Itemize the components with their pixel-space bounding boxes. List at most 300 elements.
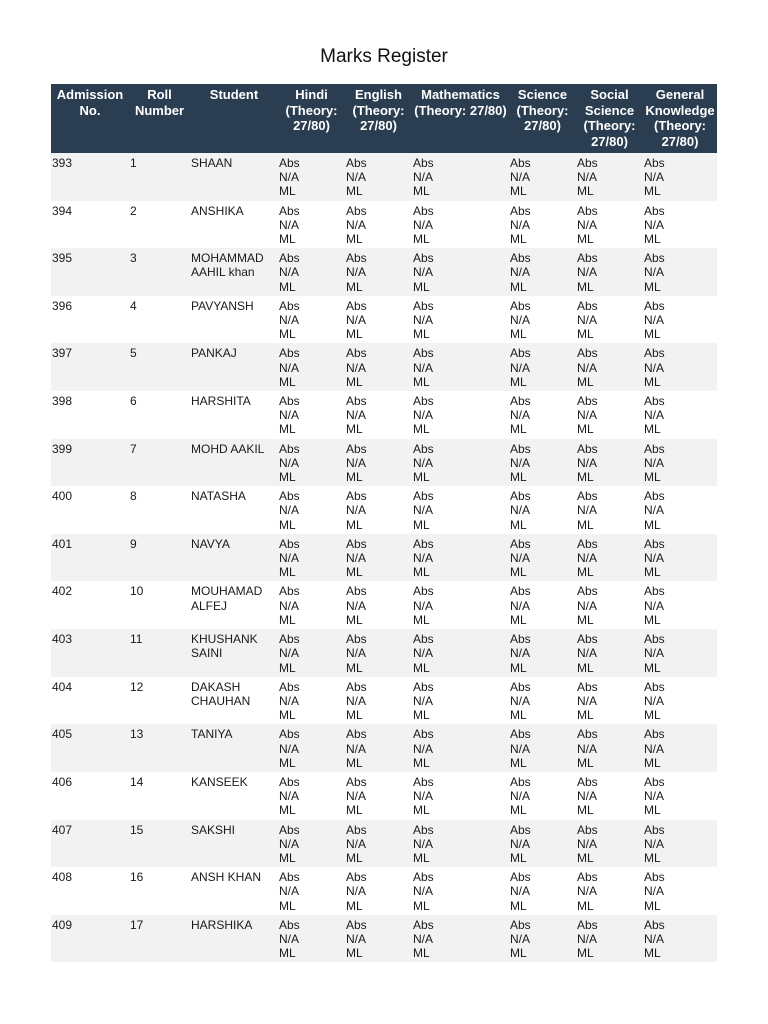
mark-value: ML xyxy=(577,279,594,294)
mark-value: Abs xyxy=(644,156,665,170)
mark-value: N/A xyxy=(413,646,434,661)
mark-value: N/A xyxy=(279,741,300,756)
cell-social-science-marks xyxy=(576,391,643,439)
mark-value: Abs xyxy=(413,870,434,885)
mark-value: ML xyxy=(510,755,527,770)
cell-hindi-marks xyxy=(278,534,345,582)
mark-value: N/A xyxy=(413,503,434,518)
mark-value: Abs xyxy=(510,394,531,409)
cell-student-name: DAKASH CHAUHAN xyxy=(190,677,278,725)
mark-value: N/A xyxy=(346,836,367,851)
mark-value: ML xyxy=(577,755,594,770)
cell-student-name: PANKAJ xyxy=(190,343,278,391)
mark-value: Abs xyxy=(279,822,300,837)
mark-value: Abs xyxy=(644,584,665,599)
mark-value: N/A xyxy=(510,884,531,899)
cell-hindi-marks xyxy=(278,915,345,963)
cell-roll-number: 10 xyxy=(129,581,190,629)
cell-social-science-marks xyxy=(576,296,643,344)
mark-value: Abs xyxy=(577,870,598,885)
mark-value: Abs xyxy=(346,917,367,932)
cell-science-marks xyxy=(509,343,576,391)
mark-value: N/A xyxy=(413,693,434,708)
mark-value: ML xyxy=(644,946,661,961)
cell-english-marks xyxy=(345,534,412,582)
mark-value: N/A xyxy=(644,836,665,851)
mark-value: N/A xyxy=(346,884,367,899)
mark-value: N/A xyxy=(644,313,665,328)
mark-value: N/A xyxy=(413,741,434,756)
cell-admission-no: 406 xyxy=(51,772,129,820)
table-body xyxy=(51,153,717,962)
cell-english-marks xyxy=(345,391,412,439)
mark-value: ML xyxy=(279,565,296,580)
mark-value: Abs xyxy=(279,536,300,551)
mark-value: ML xyxy=(510,565,527,580)
mark-value: ML xyxy=(279,612,296,627)
table-row xyxy=(51,248,717,296)
cell-admission-no: 393 xyxy=(51,153,129,201)
cell-hindi-marks xyxy=(278,581,345,629)
mark-value: ML xyxy=(577,898,594,913)
mark-value: N/A xyxy=(413,551,434,566)
mark-value: Abs xyxy=(346,822,367,837)
cell-general-knowledge-marks xyxy=(643,486,717,534)
cell-science-marks xyxy=(509,629,576,677)
mark-value: Abs xyxy=(413,489,434,504)
cell-science-marks xyxy=(509,724,576,772)
cell-student-name: MOHD AAKIL xyxy=(190,439,278,487)
cell-mathematics-marks xyxy=(412,296,509,344)
mark-value: Abs xyxy=(413,679,434,694)
mark-value: ML xyxy=(644,660,661,675)
mark-value: N/A xyxy=(510,408,531,423)
table-row xyxy=(51,391,717,439)
mark-value: Abs xyxy=(510,870,531,885)
mark-value: ML xyxy=(279,660,296,675)
mark-value: N/A xyxy=(346,217,367,232)
mark-value: ML xyxy=(346,612,363,627)
cell-mathematics-marks xyxy=(412,248,509,296)
cell-student-name: ANSH KHAN xyxy=(190,867,278,915)
mark-value: Abs xyxy=(510,156,531,170)
mark-value: N/A xyxy=(577,693,598,708)
mark-value: N/A xyxy=(279,551,300,566)
mark-value: ML xyxy=(346,517,363,532)
cell-admission-no: 405 xyxy=(51,724,129,772)
mark-value: ML xyxy=(413,517,430,532)
cell-social-science-marks xyxy=(576,629,643,677)
mark-value: ML xyxy=(644,232,661,247)
mark-value: Abs xyxy=(279,679,300,694)
mark-value: Abs xyxy=(577,346,598,361)
mark-value: ML xyxy=(413,612,430,627)
mark-value: N/A xyxy=(279,789,300,804)
mark-value: N/A xyxy=(279,360,300,375)
mark-value: N/A xyxy=(644,646,665,661)
mark-value: ML xyxy=(346,565,363,580)
mark-value: ML xyxy=(644,279,661,294)
cell-student-name: SHAAN xyxy=(190,153,278,201)
mark-value: N/A xyxy=(644,551,665,566)
mark-value: N/A xyxy=(577,884,598,899)
mark-value: Abs xyxy=(279,489,300,504)
cell-general-knowledge-marks xyxy=(643,343,717,391)
mark-value: N/A xyxy=(577,931,598,946)
cell-student-name: KANSEEK xyxy=(190,772,278,820)
mark-value: N/A xyxy=(577,217,598,232)
mark-value: Abs xyxy=(577,298,598,313)
cell-admission-no: 399 xyxy=(51,439,129,487)
mark-value: ML xyxy=(644,708,661,723)
cell-roll-number: 13 xyxy=(129,724,190,772)
mark-value: ML xyxy=(510,470,527,485)
mark-value: N/A xyxy=(413,408,434,423)
mark-value: Abs xyxy=(577,489,598,504)
cell-general-knowledge-marks xyxy=(643,820,717,868)
mark-value: Abs xyxy=(644,394,665,409)
cell-mathematics-marks xyxy=(412,677,509,725)
mark-value: N/A xyxy=(346,170,367,185)
mark-value: Abs xyxy=(413,917,434,932)
cell-hindi-marks xyxy=(278,486,345,534)
cell-science-marks xyxy=(509,581,576,629)
cell-hindi-marks xyxy=(278,867,345,915)
table-row xyxy=(51,677,717,725)
cell-science-marks xyxy=(509,820,576,868)
mark-value: ML xyxy=(413,327,430,342)
table-row xyxy=(51,439,717,487)
mark-value: N/A xyxy=(346,789,367,804)
mark-value: N/A xyxy=(346,408,367,423)
cell-roll-number: 15 xyxy=(129,820,190,868)
cell-social-science-marks xyxy=(576,724,643,772)
mark-value: Abs xyxy=(577,584,598,599)
mark-value: ML xyxy=(413,850,430,865)
mark-value: ML xyxy=(510,517,527,532)
cell-science-marks xyxy=(509,391,576,439)
mark-value: ML xyxy=(644,517,661,532)
cell-roll-number: 9 xyxy=(129,534,190,582)
cell-mathematics-marks xyxy=(412,772,509,820)
cell-admission-no: 398 xyxy=(51,391,129,439)
mark-value: Abs xyxy=(577,441,598,456)
mark-value: N/A xyxy=(346,741,367,756)
mark-value: N/A xyxy=(510,646,531,661)
mark-value: ML xyxy=(510,374,527,389)
mark-value: ML xyxy=(279,898,296,913)
cell-admission-no: 394 xyxy=(51,201,129,249)
mark-value: N/A xyxy=(279,598,300,613)
mark-value: Abs xyxy=(644,727,665,742)
mark-value: ML xyxy=(510,612,527,627)
cell-admission-no: 401 xyxy=(51,534,129,582)
cell-social-science-marks xyxy=(576,534,643,582)
mark-value: ML xyxy=(644,470,661,485)
cell-general-knowledge-marks xyxy=(643,201,717,249)
mark-value: ML xyxy=(279,708,296,723)
mark-value: ML xyxy=(577,422,594,437)
mark-value: Abs xyxy=(413,822,434,837)
mark-value: N/A xyxy=(510,836,531,851)
header-social-science: Social Science (Theory: 27/80) xyxy=(576,84,643,153)
cell-english-marks xyxy=(345,677,412,725)
mark-value: N/A xyxy=(279,931,300,946)
mark-value: ML xyxy=(644,803,661,818)
cell-general-knowledge-marks xyxy=(643,153,717,201)
cell-roll-number: 1 xyxy=(129,153,190,201)
mark-value: Abs xyxy=(510,203,531,218)
mark-value: ML xyxy=(279,946,296,961)
mark-value: Abs xyxy=(346,156,367,170)
cell-admission-no: 402 xyxy=(51,581,129,629)
mark-value: N/A xyxy=(644,931,665,946)
mark-value: N/A xyxy=(510,265,531,280)
mark-value: ML xyxy=(510,327,527,342)
mark-value: Abs xyxy=(413,298,434,313)
mark-value: Abs xyxy=(279,870,300,885)
mark-value: Abs xyxy=(279,298,300,313)
mark-value: ML xyxy=(510,803,527,818)
mark-value: N/A xyxy=(346,646,367,661)
cell-english-marks xyxy=(345,724,412,772)
cell-admission-no: 396 xyxy=(51,296,129,344)
mark-value: Abs xyxy=(510,584,531,599)
cell-general-knowledge-marks xyxy=(643,677,717,725)
mark-value: Abs xyxy=(346,679,367,694)
mark-value: N/A xyxy=(279,408,300,423)
mark-value: Abs xyxy=(577,536,598,551)
mark-value: Abs xyxy=(346,251,367,266)
cell-general-knowledge-marks xyxy=(643,629,717,677)
mark-value: N/A xyxy=(510,170,531,185)
mark-value: ML xyxy=(644,184,661,199)
mark-value: Abs xyxy=(577,679,598,694)
mark-value: N/A xyxy=(510,693,531,708)
cell-roll-number: 3 xyxy=(129,248,190,296)
cell-english-marks xyxy=(345,248,412,296)
mark-value: Abs xyxy=(279,156,300,170)
mark-value: Abs xyxy=(510,298,531,313)
mark-value: N/A xyxy=(577,551,598,566)
mark-value: N/A xyxy=(413,598,434,613)
cell-roll-number: 8 xyxy=(129,486,190,534)
cell-mathematics-marks xyxy=(412,391,509,439)
mark-value: Abs xyxy=(644,679,665,694)
cell-roll-number: 16 xyxy=(129,867,190,915)
mark-value: ML xyxy=(346,232,363,247)
mark-value: ML xyxy=(413,422,430,437)
cell-mathematics-marks xyxy=(412,915,509,963)
mark-value: ML xyxy=(644,755,661,770)
mark-value: ML xyxy=(644,374,661,389)
mark-value: N/A xyxy=(644,789,665,804)
mark-value: N/A xyxy=(510,931,531,946)
mark-value: Abs xyxy=(279,917,300,932)
cell-social-science-marks xyxy=(576,201,643,249)
header-mathematics: Mathematics (Theory: 27/80) xyxy=(412,84,509,153)
mark-value: Abs xyxy=(346,727,367,742)
mark-value: N/A xyxy=(644,455,665,470)
mark-value: Abs xyxy=(346,489,367,504)
cell-social-science-marks xyxy=(576,486,643,534)
cell-roll-number: 14 xyxy=(129,772,190,820)
mark-value: N/A xyxy=(279,313,300,328)
mark-value: N/A xyxy=(510,741,531,756)
cell-english-marks xyxy=(345,343,412,391)
mark-value: ML xyxy=(577,327,594,342)
mark-value: ML xyxy=(413,898,430,913)
mark-value: N/A xyxy=(510,313,531,328)
cell-student-name: MOHAMMAD AAHIL khan xyxy=(190,248,278,296)
cell-student-name: MOUHAMAD ALFEJ xyxy=(190,581,278,629)
mark-value: N/A xyxy=(413,313,434,328)
cell-mathematics-marks xyxy=(412,581,509,629)
cell-student-name: HARSHITA xyxy=(190,391,278,439)
cell-admission-no: 409 xyxy=(51,915,129,963)
mark-value: ML xyxy=(346,374,363,389)
cell-admission-no: 404 xyxy=(51,677,129,725)
cell-hindi-marks xyxy=(278,296,345,344)
mark-value: Abs xyxy=(346,298,367,313)
mark-value: Abs xyxy=(644,774,665,789)
mark-value: N/A xyxy=(279,693,300,708)
mark-value: ML xyxy=(346,708,363,723)
mark-value: Abs xyxy=(577,727,598,742)
cell-english-marks xyxy=(345,486,412,534)
mark-value: N/A xyxy=(510,360,531,375)
cell-admission-no: 397 xyxy=(51,343,129,391)
page-title: Marks Register xyxy=(320,46,448,67)
mark-value: N/A xyxy=(644,693,665,708)
mark-value: Abs xyxy=(279,727,300,742)
mark-value: N/A xyxy=(346,551,367,566)
cell-mathematics-marks xyxy=(412,343,509,391)
mark-value: N/A xyxy=(577,598,598,613)
mark-value: N/A xyxy=(510,217,531,232)
cell-student-name: NATASHA xyxy=(190,486,278,534)
table-row xyxy=(51,629,717,677)
mark-value: Abs xyxy=(577,394,598,409)
mark-value: N/A xyxy=(577,503,598,518)
cell-science-marks xyxy=(509,677,576,725)
mark-value: N/A xyxy=(279,217,300,232)
mark-value: N/A xyxy=(413,789,434,804)
cell-hindi-marks xyxy=(278,629,345,677)
mark-value: N/A xyxy=(510,598,531,613)
cell-social-science-marks xyxy=(576,867,643,915)
mark-value: ML xyxy=(346,279,363,294)
header-hindi: Hindi (Theory: 27/80) xyxy=(278,84,345,153)
mark-value: ML xyxy=(577,374,594,389)
mark-value: Abs xyxy=(510,632,531,647)
cell-mathematics-marks xyxy=(412,724,509,772)
mark-value: Abs xyxy=(577,251,598,266)
mark-value: Abs xyxy=(510,774,531,789)
mark-value: N/A xyxy=(577,646,598,661)
cell-english-marks xyxy=(345,201,412,249)
mark-value: N/A xyxy=(346,455,367,470)
table-row xyxy=(51,724,717,772)
mark-value: ML xyxy=(577,660,594,675)
mark-value: Abs xyxy=(413,203,434,218)
mark-value: Abs xyxy=(510,346,531,361)
mark-value: N/A xyxy=(644,741,665,756)
cell-english-marks xyxy=(345,439,412,487)
mark-value: N/A xyxy=(644,170,665,185)
cell-hindi-marks xyxy=(278,439,345,487)
mark-value: Abs xyxy=(577,632,598,647)
mark-value: Abs xyxy=(346,441,367,456)
cell-student-name: PAVYANSH xyxy=(190,296,278,344)
mark-value: ML xyxy=(346,755,363,770)
mark-value: N/A xyxy=(577,313,598,328)
mark-value: ML xyxy=(279,517,296,532)
mark-value: N/A xyxy=(413,360,434,375)
mark-value: ML xyxy=(279,327,296,342)
cell-general-knowledge-marks xyxy=(643,867,717,915)
mark-value: ML xyxy=(413,279,430,294)
mark-value: ML xyxy=(510,850,527,865)
mark-value: N/A xyxy=(279,455,300,470)
table-row xyxy=(51,153,717,201)
mark-value: Abs xyxy=(279,632,300,647)
mark-value: Abs xyxy=(346,632,367,647)
mark-value: N/A xyxy=(644,598,665,613)
mark-value: ML xyxy=(413,565,430,580)
cell-roll-number: 2 xyxy=(129,201,190,249)
cell-hindi-marks xyxy=(278,248,345,296)
mark-value: ML xyxy=(577,565,594,580)
table-row xyxy=(51,534,717,582)
mark-value: N/A xyxy=(413,217,434,232)
mark-value: ML xyxy=(577,708,594,723)
cell-general-knowledge-marks xyxy=(643,581,717,629)
mark-value: N/A xyxy=(346,360,367,375)
mark-value: Abs xyxy=(413,536,434,551)
mark-value: N/A xyxy=(279,646,300,661)
cell-social-science-marks xyxy=(576,248,643,296)
cell-science-marks xyxy=(509,867,576,915)
mark-value: Abs xyxy=(644,536,665,551)
cell-student-name: KHUSHANK SAINI xyxy=(190,629,278,677)
mark-value: Abs xyxy=(510,251,531,266)
mark-value: ML xyxy=(346,184,363,199)
cell-hindi-marks xyxy=(278,391,345,439)
mark-value: N/A xyxy=(346,265,367,280)
mark-value: Abs xyxy=(413,394,434,409)
mark-value: Abs xyxy=(510,679,531,694)
mark-value: N/A xyxy=(279,503,300,518)
header-admission-no: Admission No. xyxy=(51,84,129,153)
mark-value: ML xyxy=(279,422,296,437)
mark-value: Abs xyxy=(413,632,434,647)
cell-social-science-marks xyxy=(576,581,643,629)
cell-student-name: HARSHIKA xyxy=(190,915,278,963)
mark-value: ML xyxy=(413,470,430,485)
marks-table xyxy=(51,84,717,962)
header-row xyxy=(51,84,717,153)
cell-english-marks xyxy=(345,581,412,629)
cell-mathematics-marks xyxy=(412,534,509,582)
mark-value: ML xyxy=(346,803,363,818)
cell-mathematics-marks xyxy=(412,486,509,534)
mark-value: ML xyxy=(577,946,594,961)
mark-value: Abs xyxy=(510,822,531,837)
mark-value: Abs xyxy=(413,441,434,456)
mark-value: ML xyxy=(413,946,430,961)
cell-mathematics-marks xyxy=(412,439,509,487)
